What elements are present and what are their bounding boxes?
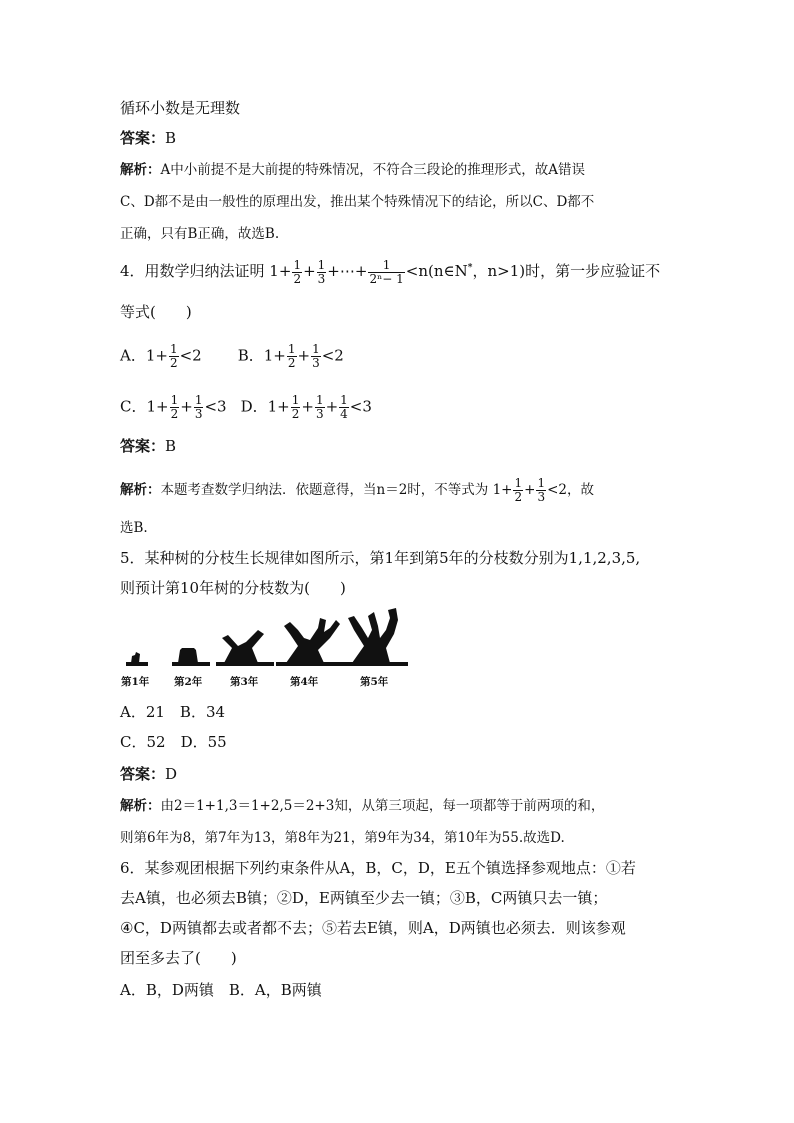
option-c-label: C．1+	[120, 397, 169, 416]
explanation-label: 解析：	[120, 162, 161, 178]
numerator: 1	[317, 257, 326, 272]
explanation-4-line2: 选B.	[120, 520, 148, 536]
question-4	[120, 258, 660, 286]
answer-value: B	[165, 437, 177, 455]
numerator: 1	[312, 342, 320, 356]
q5-options-cd: C．52 D．55	[120, 733, 227, 751]
question-5-line1: 5．某种树的分枝生长规律如图所示，第1年到第5年的分枝数分别为1,1,2,3,5,	[120, 549, 641, 567]
numerator: 1	[293, 257, 302, 272]
year-label: 第3年	[230, 676, 259, 688]
explanation-4-line1	[120, 477, 594, 504]
numerator: 1	[537, 476, 546, 490]
fraction	[292, 259, 302, 286]
question-6-line1: 6．某参观团根据下列约束条件从A，B，C，D，E五个镇选择参观地点：①若	[120, 859, 636, 877]
option-d-tail: <3	[349, 397, 372, 416]
question-6-line4: 团至多去了( )	[120, 949, 237, 967]
answer-5	[120, 764, 177, 784]
explanation-label: 解析：	[120, 798, 161, 814]
q6-options: A．B，D两镇 B．A，B两镇	[120, 981, 322, 999]
explanation-text: A中小前提不是大前提的特殊情况，不符合三段论的推理形式，故A错误	[160, 162, 585, 178]
answer-label: 答案：	[120, 129, 166, 147]
answer-value: B	[165, 129, 177, 147]
tree-year-3	[216, 630, 274, 666]
answer-value: D	[165, 765, 178, 783]
q4-suffix2: ，n>1)时，第一步应验证不	[472, 262, 661, 280]
fraction	[368, 259, 404, 286]
denominator: 4	[340, 407, 348, 421]
q4-prefix: 4．用数学归纳法证明 1+	[120, 262, 292, 280]
fraction	[287, 343, 297, 370]
fraction	[339, 394, 349, 421]
denominator: 2	[170, 407, 179, 421]
numerator: 1	[170, 393, 179, 407]
tree-year-4	[276, 618, 346, 666]
answer-3	[120, 128, 176, 148]
question-6-line2: 去A镇，也必须去B镇；②D，E两镇至少去一镇；③B，C两镇只去一镇；	[120, 889, 608, 907]
superscript: *	[467, 263, 473, 273]
fraction	[536, 477, 546, 504]
denominator: 2	[287, 356, 296, 370]
operator: +	[524, 482, 536, 498]
denominator: 2	[291, 407, 300, 421]
explanation-text: 本题考查数学归纳法．依题意得，当n＝2时，不等式为 1+	[160, 482, 513, 498]
denominator: 3	[312, 356, 320, 370]
tree-year-2	[172, 648, 210, 666]
explanation-text-end: <2，故	[547, 482, 594, 498]
numerator: 1	[287, 342, 296, 356]
explanation-5-line2: 则第6年为8，第7年为13，第8年为21，第9年为34，第10年为55.故选D.	[120, 830, 565, 846]
numerator: 1	[340, 393, 348, 407]
year-label: 第1年	[121, 676, 150, 688]
fraction	[311, 343, 321, 370]
fraction	[513, 477, 523, 504]
option-a-tail: <2	[179, 346, 202, 365]
denominator: 3	[194, 407, 203, 421]
q5-options-ab: A．21 B．34	[120, 703, 226, 721]
question-4-line2: 等式( )	[120, 303, 192, 321]
question-6-line3: ④C，D两镇都去或者都不去；⑤若去E镇，则A，D两镇也必须去．则该参观	[120, 919, 626, 937]
numerator: 1	[514, 476, 523, 490]
denominator: 3	[317, 271, 326, 286]
fraction	[194, 394, 204, 421]
option-b-label: B．1+	[237, 346, 286, 365]
numerator: 1	[315, 393, 324, 407]
year-label: 第2年	[174, 676, 203, 688]
explanation-3-line1	[120, 160, 585, 180]
numerator: 1	[194, 393, 203, 407]
operator: +	[325, 397, 339, 416]
q4-options-cd	[120, 394, 372, 421]
option-a-label: A．1+	[120, 346, 168, 365]
explanation-label: 解析：	[120, 482, 161, 498]
answer-label: 答案：	[120, 765, 166, 783]
denominator: 2	[169, 356, 178, 370]
fraction	[169, 343, 179, 370]
fraction	[291, 394, 301, 421]
operator: +	[297, 346, 311, 365]
option-d-label: D．1+	[240, 397, 290, 416]
denominator: 2	[293, 271, 302, 286]
question-5-line2: 则预计第10年树的分枝数为( )	[120, 579, 346, 597]
explanation-5-line1	[120, 796, 604, 816]
operator: +	[301, 397, 314, 416]
denominator: 3	[537, 490, 546, 504]
numerator: 1	[291, 393, 300, 407]
option-c-tail: <3	[204, 397, 227, 416]
fraction	[170, 394, 180, 421]
explanation-3-line3: 正确，只有B正确，故选B.	[120, 226, 280, 242]
operator: +⋯+	[327, 262, 368, 280]
text-line: 循环小数是无理数	[120, 99, 241, 117]
denominator: 2ⁿ− 1	[369, 271, 404, 286]
q4-suffix: <n(n∈N	[405, 262, 468, 280]
answer-4	[120, 436, 176, 456]
denominator: 3	[315, 407, 324, 421]
fraction	[315, 394, 325, 421]
tree-year-1	[126, 652, 148, 666]
q4-options-ab	[120, 343, 344, 370]
explanation-3-line2: C、D都不是由一般性的原理出发，推出某个特殊情况下的结论，所以C、D都不	[120, 194, 595, 210]
operator: +	[303, 262, 316, 280]
tree-year-5	[346, 608, 408, 666]
numerator: 1	[169, 342, 178, 356]
numerator: 1	[368, 259, 404, 273]
answer-label: 答案：	[120, 437, 166, 455]
explanation-text: 由2＝1+1,3＝1+2,5＝2+3知，从第三项起，每一项都等于前两项的和，	[160, 798, 605, 814]
year-label: 第4年	[290, 676, 319, 688]
option-b-tail: <2	[321, 346, 344, 365]
year-label: 第5年	[360, 676, 389, 688]
denominator: 2	[514, 490, 523, 504]
operator: +	[180, 397, 193, 416]
fraction	[317, 259, 327, 286]
